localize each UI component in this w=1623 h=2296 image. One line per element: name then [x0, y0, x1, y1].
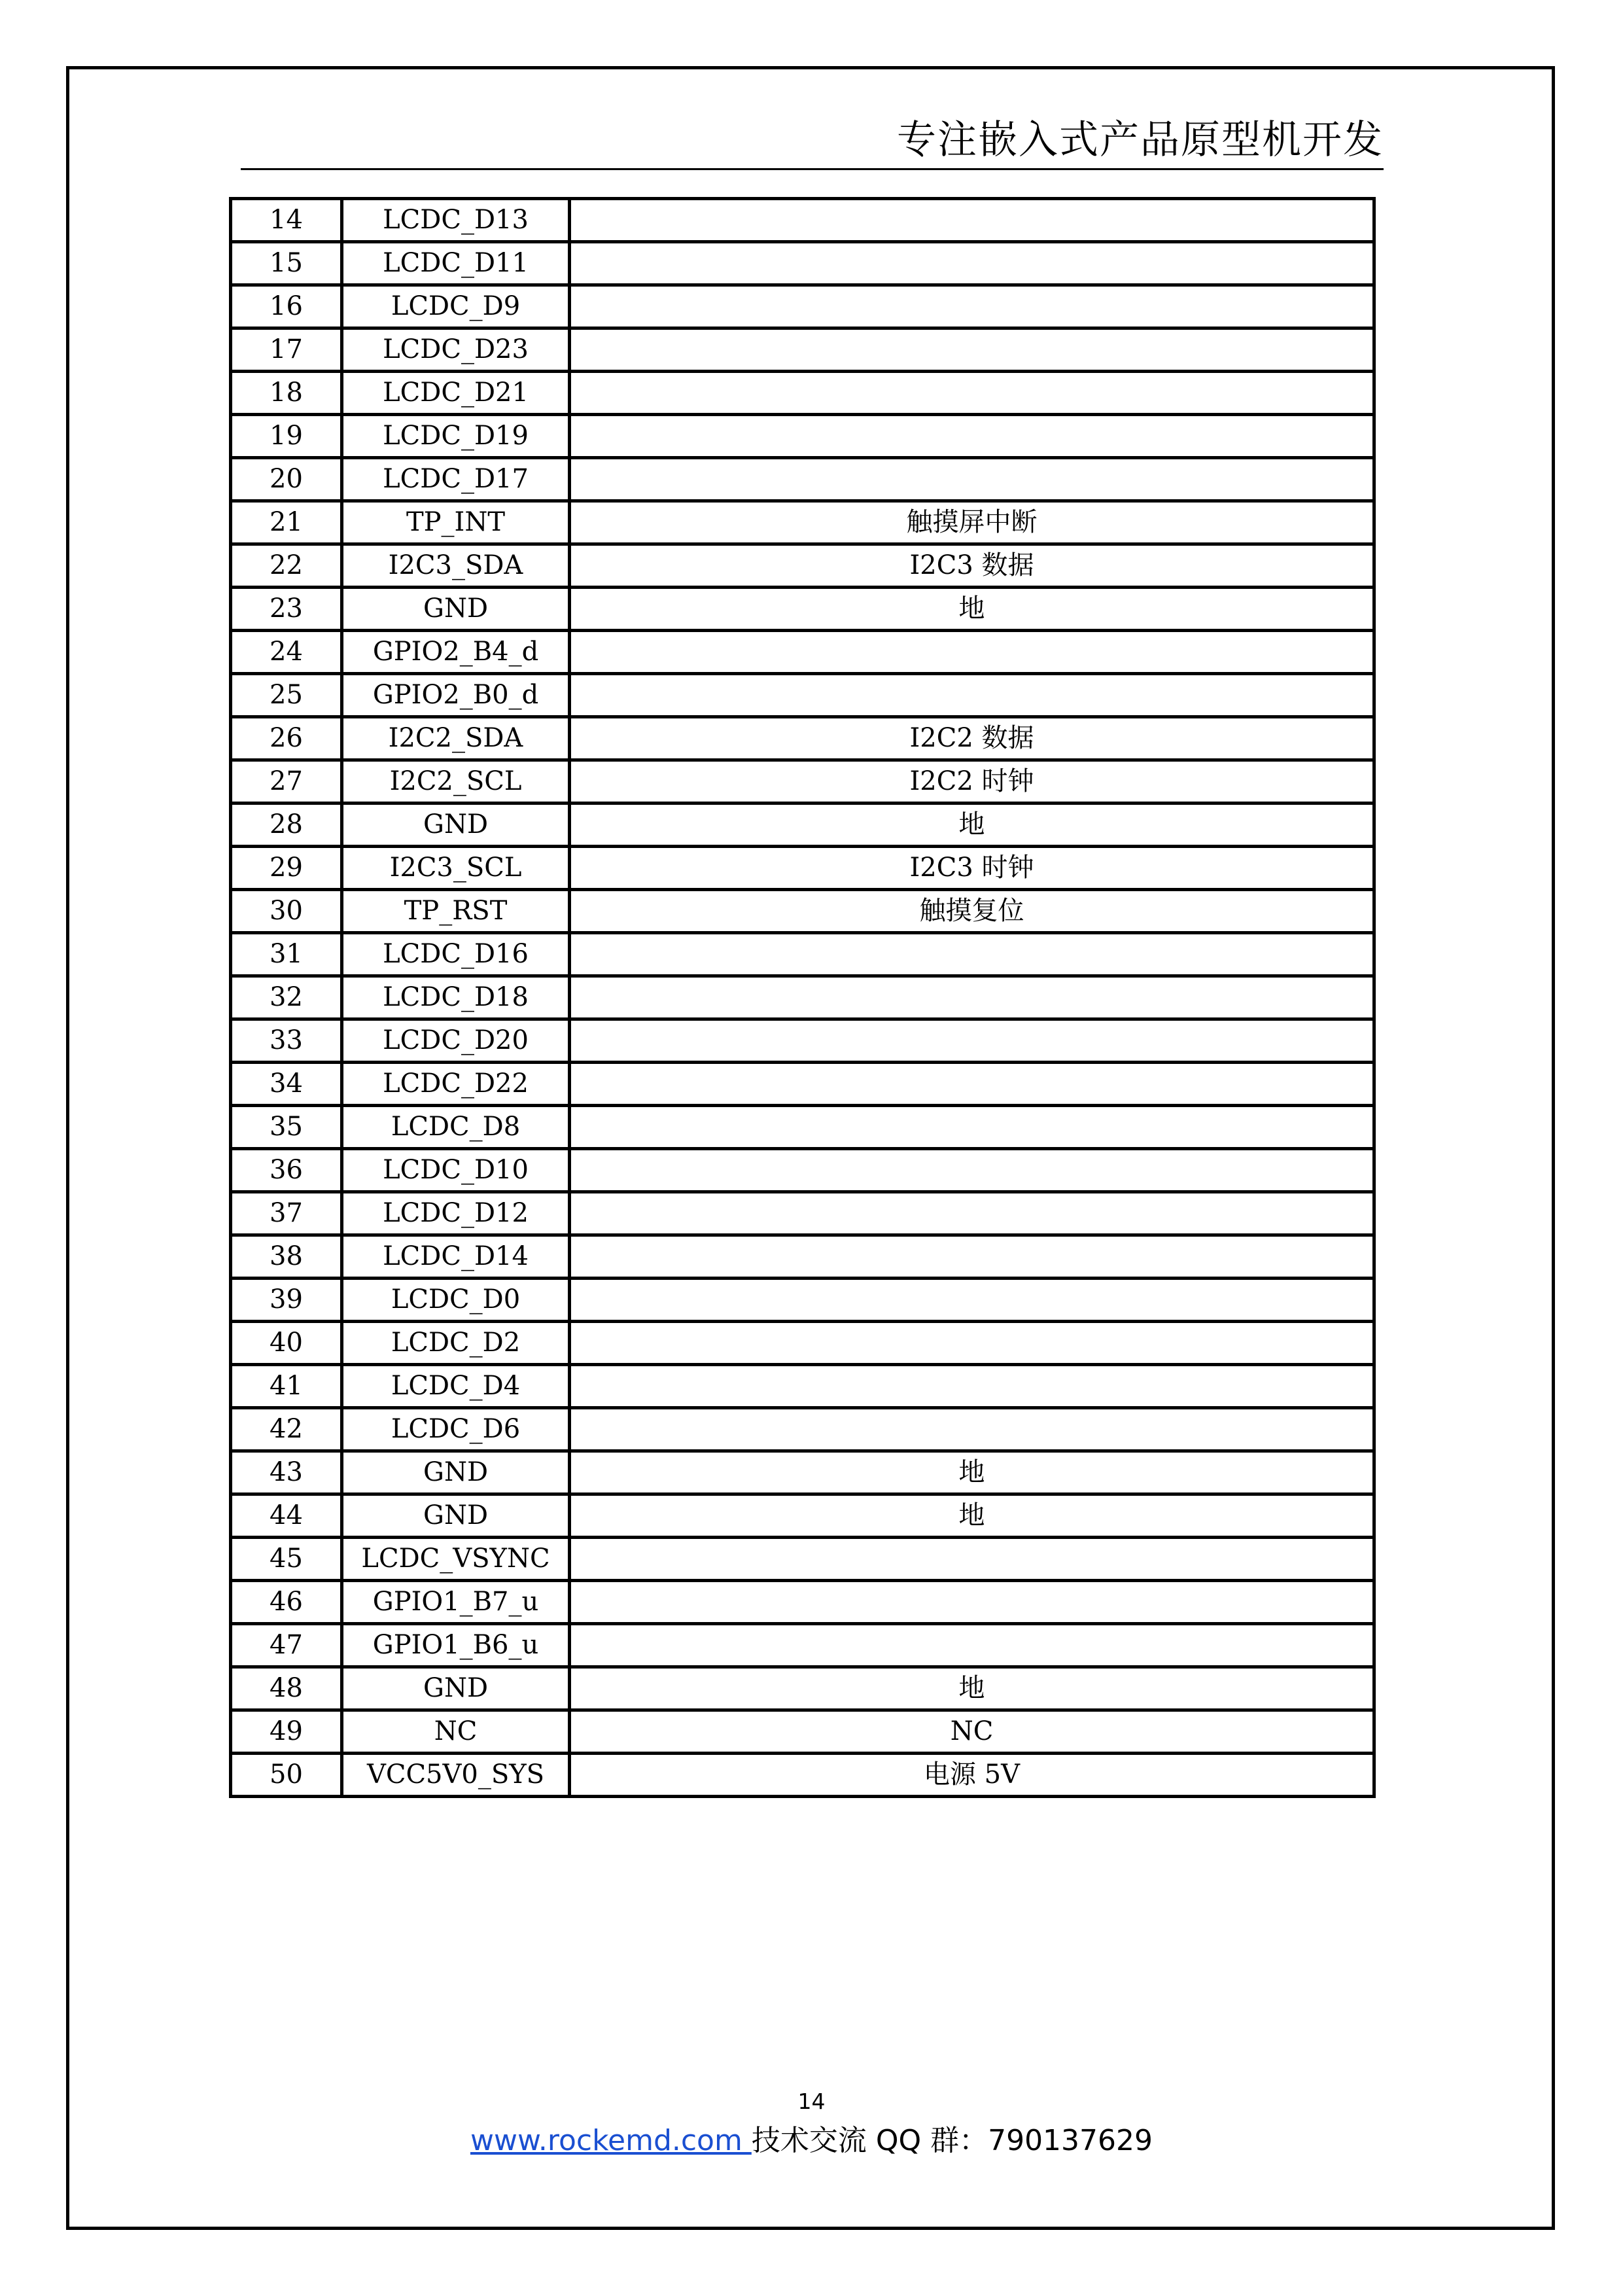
table-row — [231, 1149, 1374, 1192]
pin-number-cell: 48 — [231, 1667, 342, 1710]
pin-number-cell: 42 — [231, 1408, 342, 1451]
table-row — [231, 328, 1374, 372]
table-row — [231, 1754, 1374, 1797]
footer — [0, 2121, 1623, 2161]
table-row — [231, 1667, 1374, 1710]
pin-number-cell: 16 — [231, 285, 342, 328]
signal-name-cell: GND — [342, 1451, 570, 1494]
description-cell — [570, 1019, 1374, 1063]
pin-number-cell: 40 — [231, 1322, 342, 1365]
description-cell — [570, 242, 1374, 285]
description-cell: 地 — [570, 804, 1374, 847]
signal-name-cell: LCDC_D12 — [342, 1192, 570, 1235]
pin-number-cell: 31 — [231, 933, 342, 976]
description-cell — [570, 674, 1374, 717]
table-row — [231, 1451, 1374, 1494]
signal-name-cell: LCDC_D9 — [342, 285, 570, 328]
pin-number-cell: 24 — [231, 631, 342, 674]
signal-name-cell: LCDC_D22 — [342, 1063, 570, 1106]
description-cell — [570, 1322, 1374, 1365]
signal-name-cell: GND — [342, 804, 570, 847]
table-row — [231, 501, 1374, 544]
header-title: 专注嵌入式产品原型机开发 — [897, 117, 1384, 163]
description-cell — [570, 458, 1374, 501]
pin-number-cell: 26 — [231, 717, 342, 760]
table-row — [231, 544, 1374, 588]
table-row — [231, 1019, 1374, 1063]
table-row — [231, 372, 1374, 415]
signal-name-cell: GPIO2_B0_d — [342, 674, 570, 717]
signal-name-cell: LCDC_D11 — [342, 242, 570, 285]
signal-name-cell: I2C3_SDA — [342, 544, 570, 588]
description-cell: I2C2 时钟 — [570, 760, 1374, 804]
table-row — [231, 458, 1374, 501]
description-cell — [570, 1063, 1374, 1106]
description-cell: I2C2 数据 — [570, 717, 1374, 760]
description-cell — [570, 199, 1374, 242]
description-cell: 地 — [570, 1494, 1374, 1538]
table-row — [231, 242, 1374, 285]
pin-number-cell: 23 — [231, 588, 342, 631]
table-row — [231, 1581, 1374, 1624]
pin-number-cell: 37 — [231, 1192, 342, 1235]
signal-name-cell: LCDC_D6 — [342, 1408, 570, 1451]
pin-number-cell: 45 — [231, 1538, 342, 1581]
description-cell — [570, 1192, 1374, 1235]
signal-name-cell: LCDC_D20 — [342, 1019, 570, 1063]
table-row — [231, 760, 1374, 804]
signal-name-cell: GPIO2_B4_d — [342, 631, 570, 674]
pin-number-cell: 47 — [231, 1624, 342, 1667]
pin-number-cell: 29 — [231, 847, 342, 890]
table-row — [231, 1624, 1374, 1667]
description-cell — [570, 631, 1374, 674]
signal-name-cell: LCDC_D14 — [342, 1235, 570, 1279]
description-cell: 电源 5V — [570, 1754, 1374, 1797]
footer-text: 技术交流 — [751, 2124, 867, 2157]
description-cell — [570, 1235, 1374, 1279]
signal-name-cell: I2C3_SCL — [342, 847, 570, 890]
signal-name-cell: LCDC_D19 — [342, 415, 570, 458]
pin-number-cell: 14 — [231, 199, 342, 242]
signal-name-cell: LCDC_D23 — [342, 328, 570, 372]
description-cell — [570, 328, 1374, 372]
table-row — [231, 1322, 1374, 1365]
signal-name-cell: GND — [342, 1667, 570, 1710]
description-cell — [570, 1538, 1374, 1581]
page-number: 14 — [797, 2089, 826, 2114]
table-row — [231, 1279, 1374, 1322]
description-cell — [570, 1365, 1374, 1408]
pin-number-cell: 46 — [231, 1581, 342, 1624]
pin-number-cell: 35 — [231, 1106, 342, 1149]
signal-name-cell: LCDC_D18 — [342, 976, 570, 1019]
pin-number-cell: 17 — [231, 328, 342, 372]
table-row — [231, 285, 1374, 328]
description-cell — [570, 1149, 1374, 1192]
pin-number-cell: 15 — [231, 242, 342, 285]
description-cell: I2C3 时钟 — [570, 847, 1374, 890]
pin-table — [229, 197, 1376, 1798]
pin-table-body — [231, 199, 1374, 1797]
footer-qq: QQ 群：790137629 — [875, 2124, 1153, 2157]
description-cell — [570, 285, 1374, 328]
signal-name-cell: TP_RST — [342, 890, 570, 933]
table-row — [231, 1710, 1374, 1754]
description-cell: 触摸屏中断 — [570, 501, 1374, 544]
pin-number-cell: 39 — [231, 1279, 342, 1322]
description-cell: 地 — [570, 1667, 1374, 1710]
signal-name-cell: GPIO1_B7_u — [342, 1581, 570, 1624]
pin-number-cell: 28 — [231, 804, 342, 847]
signal-name-cell: VCC5V0_SYS — [342, 1754, 570, 1797]
signal-name-cell: LCDC_D8 — [342, 1106, 570, 1149]
signal-name-cell: I2C2_SCL — [342, 760, 570, 804]
description-cell: 触摸复位 — [570, 890, 1374, 933]
signal-name-cell: LCDC_D13 — [342, 199, 570, 242]
pin-number-cell: 41 — [231, 1365, 342, 1408]
pin-number-cell: 43 — [231, 1451, 342, 1494]
pin-number-cell: 49 — [231, 1710, 342, 1754]
table-row — [231, 1063, 1374, 1106]
description-cell: I2C3 数据 — [570, 544, 1374, 588]
pin-number-cell: 33 — [231, 1019, 342, 1063]
description-cell — [570, 372, 1374, 415]
pin-number-cell: 36 — [231, 1149, 342, 1192]
table-row — [231, 588, 1374, 631]
table-row — [231, 674, 1374, 717]
table-row — [231, 1494, 1374, 1538]
table-row — [231, 415, 1374, 458]
description-cell — [570, 933, 1374, 976]
pin-number-cell: 44 — [231, 1494, 342, 1538]
signal-name-cell: LCDC_D17 — [342, 458, 570, 501]
signal-name-cell: GND — [342, 588, 570, 631]
table-row — [231, 1106, 1374, 1149]
description-cell — [570, 1624, 1374, 1667]
description-cell — [570, 1581, 1374, 1624]
signal-name-cell: LCDC_D0 — [342, 1279, 570, 1322]
description-cell — [570, 1408, 1374, 1451]
table-row — [231, 1365, 1374, 1408]
pin-number-cell: 21 — [231, 501, 342, 544]
pin-number-cell: 27 — [231, 760, 342, 804]
signal-name-cell: TP_INT — [342, 501, 570, 544]
description-cell — [570, 976, 1374, 1019]
description-cell: NC — [570, 1710, 1374, 1754]
table-row — [231, 976, 1374, 1019]
table-row — [231, 1538, 1374, 1581]
signal-name-cell: NC — [342, 1710, 570, 1754]
signal-name-cell: GPIO1_B6_u — [342, 1624, 570, 1667]
table-row — [231, 847, 1374, 890]
signal-name-cell: I2C2_SDA — [342, 717, 570, 760]
signal-name-cell: LCDC_D2 — [342, 1322, 570, 1365]
description-cell — [570, 1106, 1374, 1149]
description-cell — [570, 415, 1374, 458]
signal-name-cell: LCDC_D4 — [342, 1365, 570, 1408]
pin-number-cell: 32 — [231, 976, 342, 1019]
signal-name-cell: LCDC_D16 — [342, 933, 570, 976]
signal-name-cell: LCDC_D10 — [342, 1149, 570, 1192]
description-cell: 地 — [570, 1451, 1374, 1494]
table-row — [231, 199, 1374, 242]
table-row — [231, 1408, 1374, 1451]
table-row — [231, 933, 1374, 976]
signal-name-cell: GND — [342, 1494, 570, 1538]
pin-number-cell: 30 — [231, 890, 342, 933]
signal-name-cell: LCDC_D21 — [342, 372, 570, 415]
pin-number-cell: 22 — [231, 544, 342, 588]
page-header — [241, 110, 1384, 170]
pin-number-cell: 19 — [231, 415, 342, 458]
pin-number-cell: 38 — [231, 1235, 342, 1279]
table-row — [231, 890, 1374, 933]
pin-number-cell: 20 — [231, 458, 342, 501]
website-link[interactable]: www.rockemd.com — [470, 2124, 752, 2157]
table-row — [231, 717, 1374, 760]
table-row — [231, 1235, 1374, 1279]
table-row — [231, 804, 1374, 847]
table-row — [231, 631, 1374, 674]
pin-number-cell: 25 — [231, 674, 342, 717]
table-row — [231, 1192, 1374, 1235]
pin-number-cell: 34 — [231, 1063, 342, 1106]
pin-number-cell: 50 — [231, 1754, 342, 1797]
description-cell: 地 — [570, 588, 1374, 631]
description-cell — [570, 1279, 1374, 1322]
signal-name-cell: LCDC_VSYNC — [342, 1538, 570, 1581]
pin-number-cell: 18 — [231, 372, 342, 415]
